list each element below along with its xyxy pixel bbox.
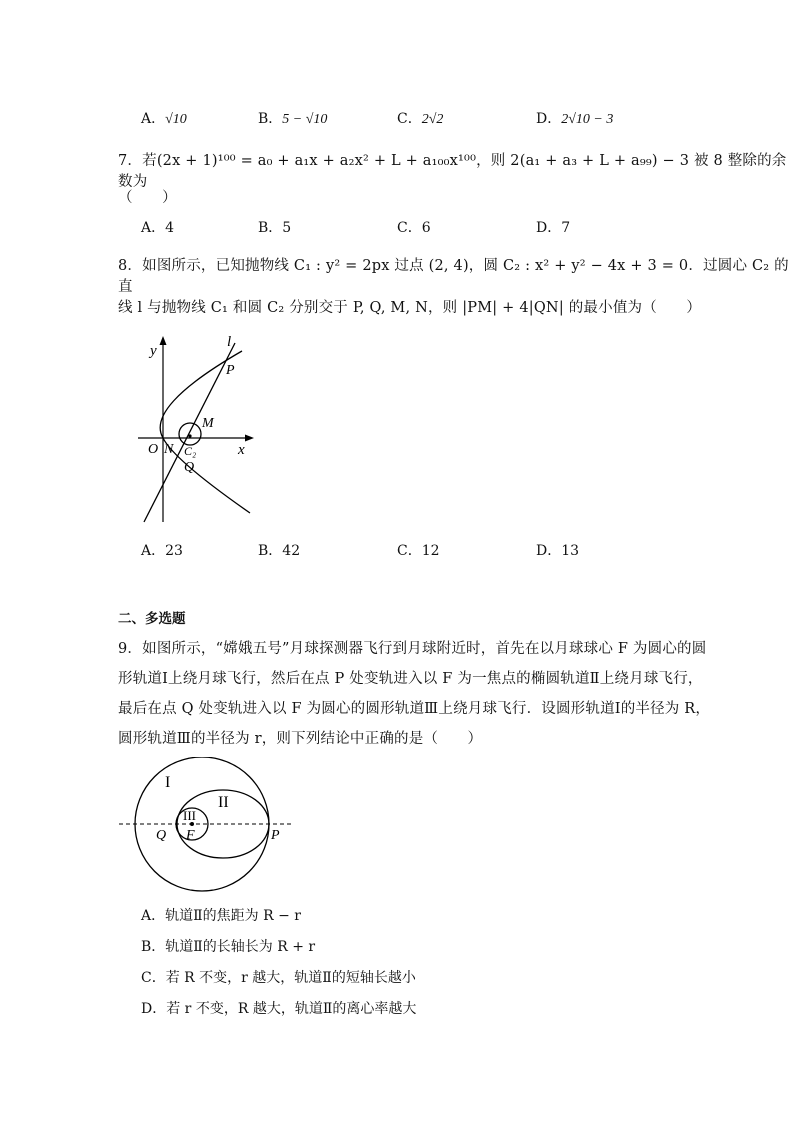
x-axis-arrow [245,435,254,442]
option-label: A． [141,220,166,236]
q9-option-a [141,905,301,925]
label-p: P [226,363,235,378]
label-orbit-i: I [165,774,171,791]
parabola-c1 [160,351,250,513]
label-p: P [271,828,280,843]
q6-option-c [397,108,443,128]
option-label: B． [141,939,166,955]
q9-option-c [141,967,416,987]
q8-option-a [141,540,183,560]
option-text: √10 [165,112,187,127]
label-y: y [150,343,157,359]
q9-stem-line2: 形轨道Ⅰ上绕月球飞行，然后在点 P 处变轨进入以 F 为一焦点的椭圆轨道Ⅱ上绕月球飞行， [118,671,703,687]
q6-option-d [536,108,613,128]
option-text: 2√10 − 3 [561,112,614,127]
option-text: 轨道Ⅱ的焦距为 R − r [165,908,301,924]
label-o: O [148,442,159,457]
q6-option-a [141,108,187,128]
q9-stem-line1: 9．如图所示，“嫦娥五号”月球探测器飞行到月球附近时，首先在以月球球心 F 为圆心的圆 [118,641,707,657]
option-text: 7 [561,220,571,236]
option-label: C． [397,543,422,559]
option-text: 6 [421,220,431,236]
option-label: C． [397,111,422,127]
option-label: A． [141,543,166,559]
option-label: B． [258,220,283,236]
q9-option-d [141,998,416,1018]
q8-option-d [536,540,579,560]
option-text: 5 [282,220,292,236]
label-f: F [186,828,195,843]
option-label: B． [258,543,283,559]
q9-orbit-figure [116,757,296,895]
label-c2: C₂ [184,444,197,458]
q6-option-b [258,108,327,128]
q9-stem-line4: 圆形轨道Ⅲ的半径为 r，则下列结论中正确的是（ ） [118,731,483,747]
option-text: 若 R 不变，r 越大，轨道Ⅱ的短轴长越小 [165,970,416,986]
q7-stem-line2: （ ） [118,190,177,206]
label-x: x [238,442,245,458]
y-axis-arrow [160,336,167,345]
option-text: 13 [561,543,580,559]
q7-option-b [258,217,291,237]
option-label: A． [141,908,166,924]
option-label: C． [141,970,166,986]
circle-c2 [179,423,201,445]
label-q: Q [184,460,195,475]
option-text: 轨道Ⅱ的长轴长为 R + r [165,939,316,955]
label-l: l [227,334,232,350]
q7-option-d [536,217,570,237]
option-label: D． [536,111,562,127]
option-text: 2√2 [421,112,444,127]
q7-stem-line1: 7．若(2x + 1)¹⁰⁰ = a₀ + a₁x + a₂x² + L + a₁₀₀x¹⁰⁰，则 2(a₁ + a₃ + L + a₉₉) − 3 被 8 整除的余数为 [118,153,787,190]
center-c2-dot [188,434,191,437]
option-label: C． [397,220,422,236]
q7-option-a [141,217,174,237]
option-text: 5 − √10 [282,112,328,127]
option-text: 若 r 不变，R 越大，轨道Ⅱ的离心率越大 [166,1001,417,1017]
option-text: 42 [282,543,301,559]
label-q: Q [156,828,167,843]
q9-option-b [141,936,315,956]
q8-stem-line2: 线 l 与抛物线 C₁ 和圆 C₂ 分别交于 P, Q, M, N，则 |PM| + 4|QN| 的最小值为（ ） [118,300,702,316]
option-label: D． [141,1001,167,1017]
option-text: 4 [165,220,175,236]
option-label: D． [536,220,562,236]
label-m: M [202,416,214,431]
q8-parabola-figure [138,330,268,526]
option-label: B． [258,111,283,127]
option-text: 23 [165,543,183,559]
section-title: 二、多选题 [118,611,186,627]
option-label: D． [536,543,562,559]
option-label: A． [141,111,166,127]
line-l [144,343,235,522]
q8-option-b [258,540,300,560]
label-orbit-iii: III [183,808,196,823]
q9-stem-line3: 最后在点 Q 处变轨进入以 F 为圆心的圆形轨道Ⅲ上绕月球飞行．设圆形轨道Ⅰ的半径为 R， [118,701,711,717]
q8-stem-line1: 8．如图所示，已知抛物线 C₁ : y² = 2px 过点 (2, 4)，圆 C₂ : x² + y² − 4x + 3 = 0．过圆心 C₂ 的直 [118,258,789,295]
q7-option-c [397,217,431,237]
option-text: 12 [421,543,440,559]
label-n: N [164,442,174,457]
q8-option-c [397,540,440,560]
label-orbit-ii: II [218,794,229,811]
